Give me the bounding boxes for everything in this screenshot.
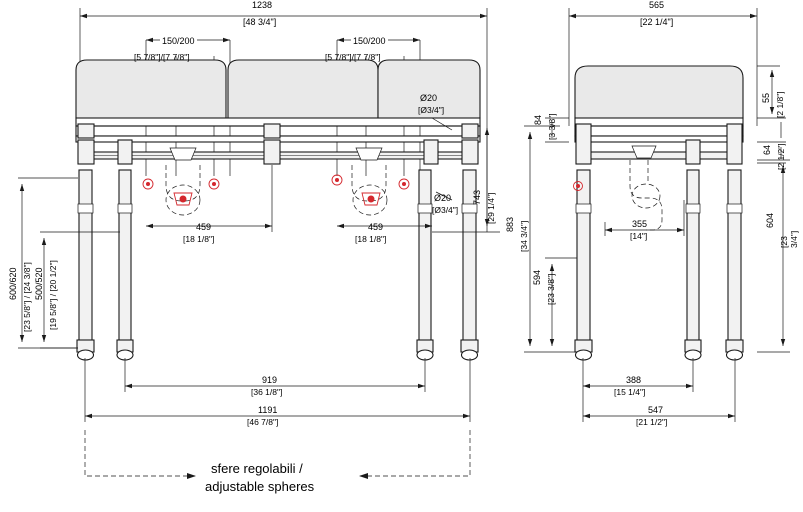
dim-547-mm: 547 <box>648 405 664 415</box>
dim-604-mm: 604 <box>765 212 775 228</box>
dim-overall-width-mm: 1238 <box>252 0 273 10</box>
dim-tap-spacing-right-mm: 150/200 <box>353 36 386 46</box>
dim-84-mm: 84 <box>533 114 543 125</box>
dim-height-743-mm: 743 <box>472 189 482 205</box>
dim-55-mm: 55 <box>761 92 771 103</box>
dim-pipe-dia-low-mm: Ø20 <box>434 193 452 203</box>
dim-600-620-in: [23 5/8"] / [24 3/8"] <box>22 262 32 332</box>
dim-leg-span-919-in: [36 1/8"] <box>251 387 283 397</box>
dim-pipe-dia-low-in: [Ø3/4"] <box>432 205 459 215</box>
dim-pipe-dia-top-in: [Ø3/4"] <box>418 105 445 115</box>
dim-depth-mm: 565 <box>649 0 665 10</box>
dim-pipe-dia-top-mm: Ø20 <box>420 93 438 103</box>
dim-604-in: [23 3/4"] <box>779 230 799 248</box>
caption-line-2: adjustable spheres <box>205 479 315 494</box>
dim-center-left-mm: 459 <box>196 222 212 232</box>
side-view-group <box>524 8 790 422</box>
dim-594-mm: 594 <box>532 269 542 285</box>
dim-tap-spacing-left-mm: 150/200 <box>162 36 195 46</box>
dim-500-520-in: [19 5/8"] / [20 1/2"] <box>48 260 58 330</box>
dim-center-right-mm: 459 <box>368 222 384 232</box>
dim-center-right-in: [18 1/8"] <box>355 234 387 244</box>
dim-64-in: [2 1/2"] <box>776 143 786 170</box>
dim-388-mm: 388 <box>626 375 642 385</box>
dim-55-in: [2 1/8"] <box>775 91 785 118</box>
dim-leg-span-919-mm: 919 <box>262 375 278 385</box>
caption-line-1: sfere regolabili / <box>211 461 303 476</box>
dim-overall-width-in: [48 3/4"] <box>243 17 277 27</box>
dim-84-in: [3 3/8"] <box>547 113 557 140</box>
dim-594-in: [23 3/8"] <box>546 273 556 305</box>
dim-883-in: [34 3/4"] <box>519 220 529 252</box>
dim-leg-span-1191-in: [46 7/8"] <box>247 417 279 427</box>
dim-tap-spacing-left-in: [5 7/8"]/[7 7/8"] <box>134 52 190 62</box>
dim-tap-spacing-right-in: [5 7/8"]/[7 7/8"] <box>325 52 381 62</box>
dim-388-in: [15 1/4"] <box>614 387 646 397</box>
dim-355-mm: 355 <box>632 219 648 229</box>
dim-600-620-mm: 600/620 <box>8 267 18 300</box>
dim-leg-span-1191-mm: 1191 <box>258 405 278 415</box>
dim-355-in: [14"] <box>630 231 648 241</box>
dim-883-mm: 883 <box>505 216 515 232</box>
dim-depth-in: [22 1/4"] <box>640 17 674 27</box>
dim-500-520-mm: 500/520 <box>34 267 44 300</box>
dim-center-left-in: [18 1/8"] <box>183 234 215 244</box>
dim-547-in: [21 1/2"] <box>636 417 668 427</box>
dim-height-743-in: [29 1/4"] <box>486 192 496 224</box>
dim-64-mm: 64 <box>762 144 772 155</box>
